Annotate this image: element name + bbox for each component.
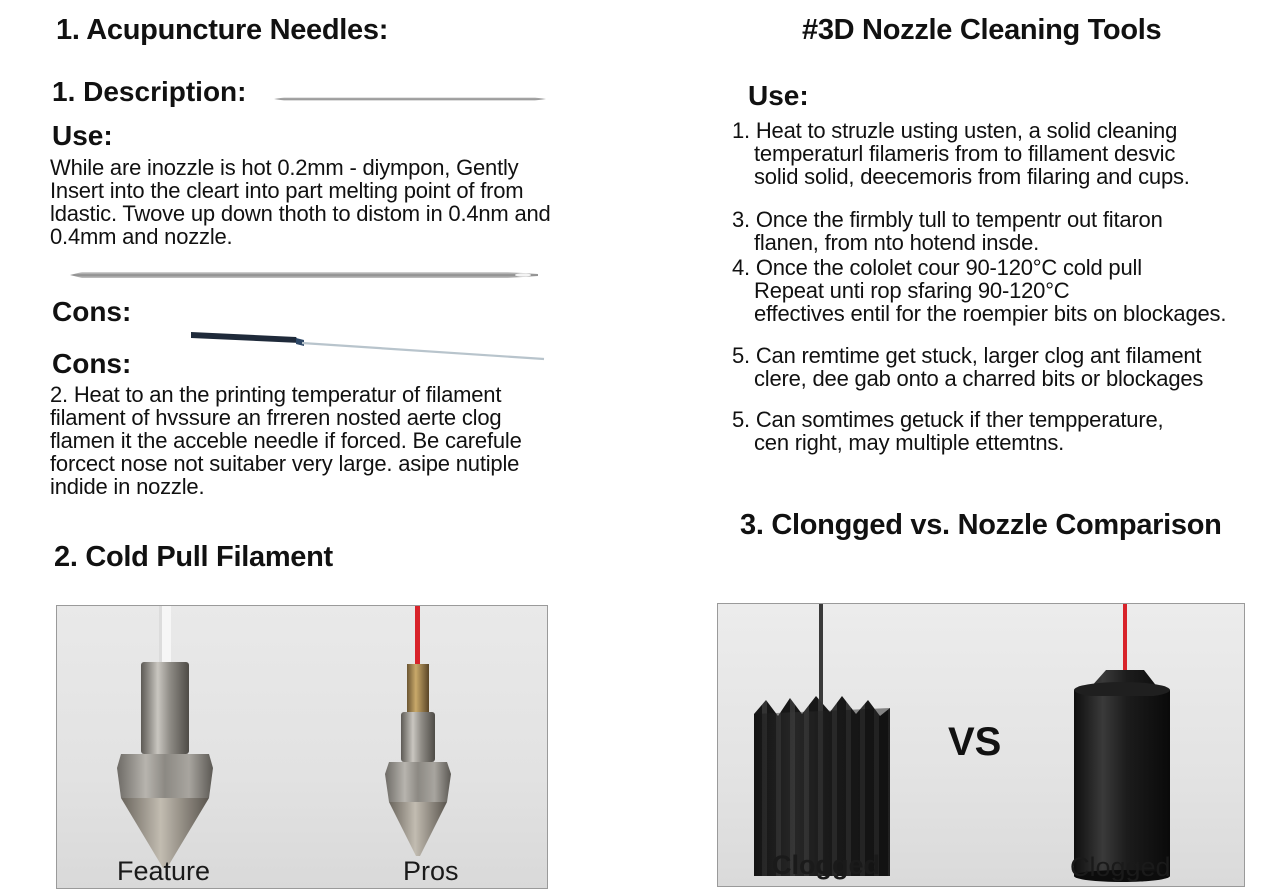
use-heading: Use:: [52, 120, 113, 151]
long-needle-image: [68, 267, 544, 283]
step-1: [732, 119, 1190, 188]
use-line: Insert into the cleart into part melting point of from: [50, 178, 524, 203]
right-title: #3D Nozzle Cleaning Tools: [802, 14, 1162, 46]
nozzle-comparison-photo: [717, 603, 1245, 887]
cons-line: filament of hvssure an frreren nosted aerte clog: [50, 405, 502, 430]
cleaning-probe-image: [188, 326, 548, 364]
cons-line: flamen it the acceble needle if forced. Be carefule: [50, 428, 522, 453]
left-title: 1. Acupuncture Needles:: [56, 14, 389, 46]
step-line: solid solid, deecemoris from filaring and cups.: [754, 164, 1190, 189]
section3-title: 3. Clongged vs. Nozzle Comparison: [740, 509, 1222, 541]
step-3: [732, 208, 1163, 254]
cons-heading: Cons:: [52, 296, 132, 327]
step-line: effectives entil for the roempier bits on blockages.: [754, 301, 1227, 326]
cold-pull-photo: [56, 605, 548, 889]
step-5b: [732, 408, 1163, 454]
photo-caption-clogged-left: Clogged: [772, 850, 880, 880]
use-line: ldastic. Twove up down thoth to distom in 0.4nm and: [50, 201, 551, 226]
step-line: cen right, may multiple ettemtns.: [754, 430, 1065, 455]
vs-label: VS: [948, 720, 1002, 764]
photo-caption-clogged-right: Clogged: [1070, 852, 1171, 882]
step-4: [732, 256, 1226, 325]
cons-line: 2. Heat to an the printing temperatur of filament: [50, 382, 502, 407]
cons-line: forcect nose not suitaber very large. asipe nutiple: [50, 451, 520, 476]
step-line: Repeat unti rop sfaring 90-120°C: [754, 278, 1070, 303]
cons-line: indide in nozzle.: [50, 474, 205, 499]
step-line: 1. Heat to struzle usting usten, a solid cleaning: [732, 118, 1178, 143]
step-5a: [732, 344, 1203, 390]
description-heading: 1. Description:: [52, 76, 247, 107]
step-line: flanen, from nto hotend insde.: [754, 230, 1040, 255]
step-line: 5. Can somtimes getuck if ther tempperature,: [732, 407, 1164, 432]
photo-caption-pros: Pros: [403, 856, 459, 886]
step-line: 4. Once the cololet cour 90-120°C cold pull: [732, 255, 1142, 280]
cons-heading-2: Cons:: [52, 348, 132, 379]
acupuncture-needle-image: [270, 92, 550, 106]
photo-caption-feature: Feature: [117, 856, 211, 886]
step-line: clere, dee gab onto a charred bits or blockages: [754, 366, 1204, 391]
nozzle-pair-illustration: [57, 606, 547, 888]
cons-text: [50, 383, 522, 498]
use-line: While are inozzle is hot 0.2mm - diympon, Gently: [50, 155, 519, 180]
step-line: temperaturl filameris from to fillament desvic: [754, 141, 1176, 166]
step-line: 5. Can remtime get stuck, larger clog ant filament: [732, 343, 1202, 368]
use-line: 0.4mm and nozzle.: [50, 224, 233, 249]
section2-title: 2. Cold Pull Filament: [54, 541, 333, 573]
step-line: 3. Once the firmbly tull to tempentr out fitaron: [732, 207, 1163, 232]
use-text: [50, 156, 551, 248]
right-use-heading: Use:: [748, 80, 809, 111]
